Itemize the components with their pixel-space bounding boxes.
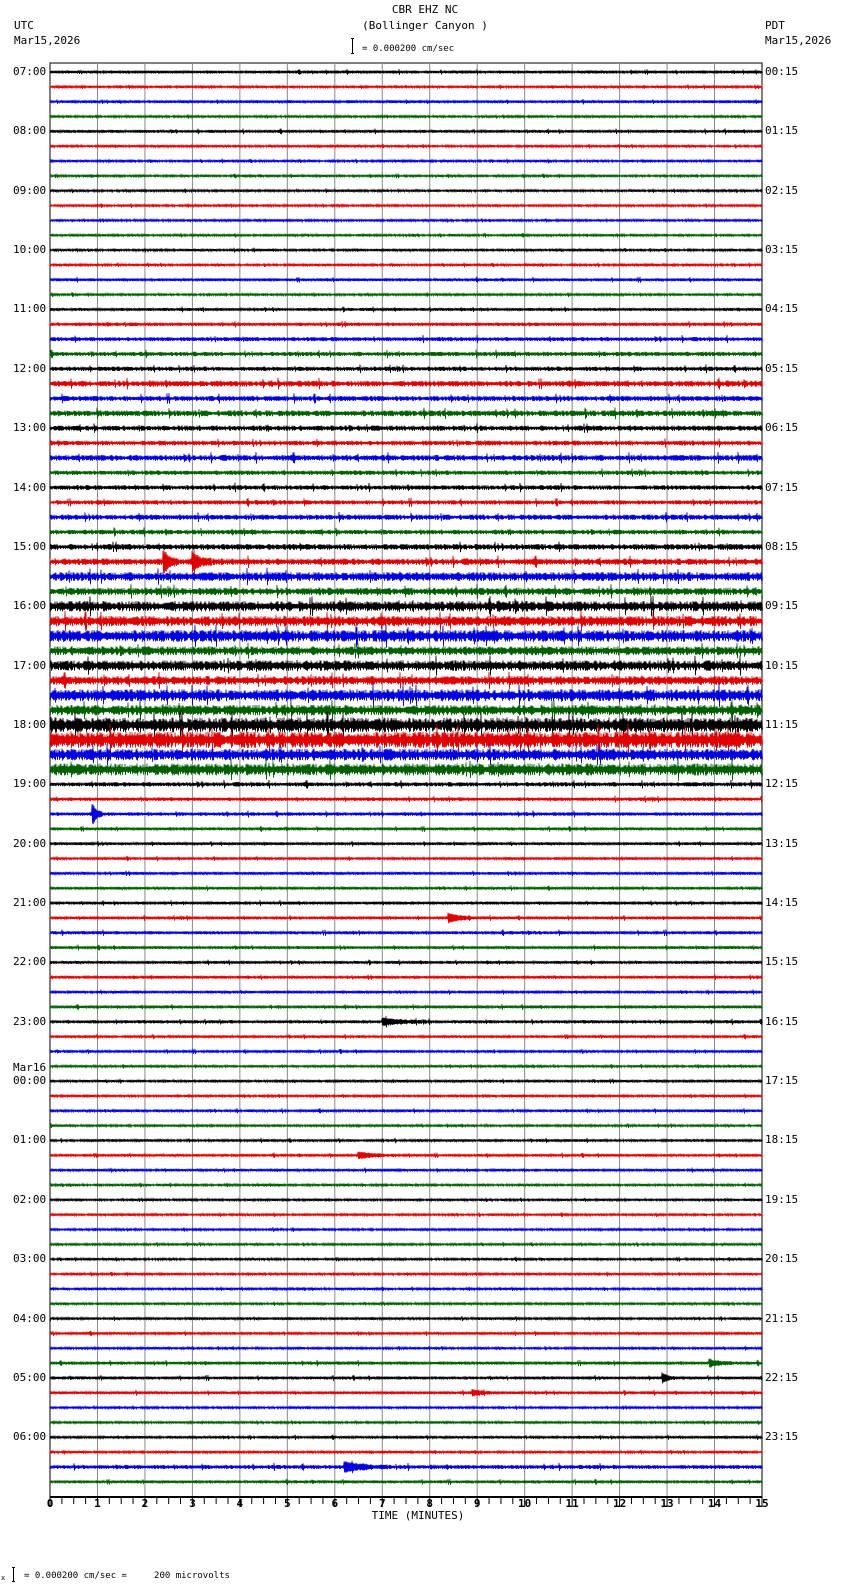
pdt-hour-label: 15:15 <box>765 955 799 969</box>
utc-hour-label: 23:00 <box>13 1014 47 1028</box>
utc-hour-label: 07:00 <box>13 65 47 78</box>
utc-hour-label: 12:00 <box>13 361 47 375</box>
x-tick-label: 13 <box>660 1497 674 1510</box>
footer-scale-text: = 0.000200 cm/sec = 200 microvolts <box>24 1571 230 1581</box>
pdt-hour-label: 18:15 <box>765 1133 799 1147</box>
seismic-trace <box>50 1316 763 1321</box>
seismic-trace <box>50 1198 763 1202</box>
pdt-hour-label: 08:15 <box>765 539 799 553</box>
x-tick-label: 8 <box>426 1497 434 1510</box>
seismic-trace <box>50 1138 763 1143</box>
seismic-trace <box>50 483 763 492</box>
seismic-trace <box>50 263 763 268</box>
seismic-trace <box>50 159 763 164</box>
pdt-hour-label: 01:15 <box>765 124 799 138</box>
utc-hour-label: 10:00 <box>13 243 47 257</box>
seismic-trace <box>50 856 763 861</box>
pdt-hour-label: 06:15 <box>765 421 799 435</box>
seismic-trace <box>50 929 763 936</box>
seismic-trace <box>50 1302 763 1306</box>
seismic-trace <box>50 1152 763 1159</box>
date-change-label: Mar16 <box>13 1061 47 1075</box>
pdt-hour-label: 00:15 <box>765 65 799 78</box>
pdt-hour-label: 21:15 <box>765 1311 799 1325</box>
x-tick-label: 9 <box>473 1497 481 1510</box>
utc-hour-label: 09:00 <box>13 183 47 197</box>
seismic-trace <box>50 69 763 75</box>
utc-hour-label: 06:00 <box>13 1430 47 1444</box>
utc-hour-label: 21:00 <box>13 896 47 910</box>
utc-hour-label: 22:00 <box>13 955 47 969</box>
left-timezone: UTC <box>14 19 34 32</box>
seismic-trace <box>50 1242 763 1247</box>
seismic-trace <box>50 643 763 659</box>
pdt-hour-label: 17:15 <box>765 1074 799 1088</box>
x-tick-label: 1 <box>94 1497 101 1510</box>
seismic-trace <box>50 1212 763 1217</box>
seismic-trace <box>50 203 763 208</box>
seismic-trace <box>50 99 763 104</box>
utc-hour-label: 11:00 <box>13 302 47 316</box>
utc-hour-label: 08:00 <box>13 124 47 138</box>
seismic-trace <box>50 826 763 832</box>
x-tick-label: 14 <box>707 1497 722 1510</box>
utc-hour-label: 01:00 <box>13 1133 47 1147</box>
seismic-trace <box>50 1123 763 1128</box>
seismic-trace <box>50 549 763 575</box>
pdt-hour-label: 07:15 <box>765 480 799 494</box>
seismic-trace <box>50 758 763 781</box>
seismic-trace <box>50 1227 763 1232</box>
utc-hour-label: 14:00 <box>13 480 47 494</box>
utc-hour-label: 16:00 <box>13 599 47 613</box>
seismic-trace <box>50 913 763 924</box>
seismic-trace <box>50 1183 763 1188</box>
seismic-trace <box>50 960 763 966</box>
seismic-trace <box>50 1346 763 1351</box>
seismic-trace <box>50 1359 763 1368</box>
scale-text: = 0.000200 cm/sec <box>362 44 455 54</box>
utc-hour-label: 02:00 <box>13 1192 47 1206</box>
pdt-hour-label: 12:15 <box>765 777 799 791</box>
utc-hour-label: 18:00 <box>13 717 47 731</box>
pdt-hour-label: 10:15 <box>765 658 799 672</box>
footer-prefix: x <box>1 1574 6 1582</box>
pdt-hour-label: 05:15 <box>765 361 799 375</box>
station-location: (Bollinger Canyon ) <box>362 19 488 32</box>
utc-hour-label: 13:00 <box>13 421 47 435</box>
seismic-trace <box>50 248 763 253</box>
seismic-trace <box>50 321 763 327</box>
seismic-trace <box>50 1420 763 1425</box>
seismic-trace <box>50 438 763 447</box>
seismic-trace <box>50 364 763 373</box>
x-tick-label: 10 <box>518 1497 532 1510</box>
seismic-trace <box>50 1272 763 1277</box>
seismic-trace <box>50 1331 763 1336</box>
x-tick-label: 11 <box>565 1497 579 1510</box>
seismic-trace <box>50 114 763 119</box>
footer-scale-bar-icon <box>12 1567 15 1582</box>
utc-hour-label: 17:00 <box>13 658 47 672</box>
pdt-hour-label: 19:15 <box>765 1192 799 1206</box>
seismic-trace <box>50 684 763 708</box>
seismic-trace <box>50 1034 763 1039</box>
seismic-trace <box>50 900 763 906</box>
right-timezone: PDT <box>765 19 785 32</box>
seismic-trace <box>50 378 763 390</box>
utc-hour-label: 20:00 <box>13 836 47 850</box>
seismic-trace <box>50 452 763 464</box>
x-axis-label: TIME (MINUTES) <box>371 1509 465 1522</box>
utc-hour-label: 19:00 <box>13 777 47 791</box>
seismic-trace <box>50 188 763 193</box>
seismic-trace <box>50 218 763 222</box>
seismic-trace <box>50 596 763 617</box>
seismic-trace <box>50 1435 763 1440</box>
pdt-hour-label: 23:15 <box>765 1430 799 1444</box>
pdt-hour-label: 02:15 <box>765 183 799 197</box>
seismic-trace <box>50 468 763 477</box>
seismic-trace <box>50 780 763 789</box>
seismic-trace <box>50 498 763 507</box>
station-title: CBR EHZ NC <box>391 3 459 16</box>
seismic-trace <box>50 672 763 690</box>
seismic-trace <box>50 656 763 676</box>
right-date: Mar15,2026 <box>765 34 832 47</box>
x-tick-label: 0 <box>46 1497 54 1510</box>
seismic-trace <box>50 1287 763 1292</box>
seismic-trace <box>50 527 763 536</box>
pdt-hour-label: 20:15 <box>765 1252 799 1266</box>
seismic-trace <box>50 233 763 238</box>
seismic-trace <box>50 542 763 553</box>
x-tick-label: 4 <box>236 1497 244 1510</box>
pdt-hour-label: 04:15 <box>765 302 799 316</box>
seismic-trace <box>50 871 763 876</box>
seismic-trace <box>50 408 763 420</box>
pdt-hour-label: 22:15 <box>765 1370 799 1384</box>
seismic-trace <box>50 144 763 149</box>
x-tick-label: 7 <box>378 1497 386 1510</box>
seismic-trace <box>50 584 763 599</box>
seismic-trace <box>50 1257 763 1262</box>
left-date: Mar15,2026 <box>14 34 81 47</box>
seismic-trace <box>50 1405 763 1409</box>
seismic-trace <box>50 1372 763 1383</box>
seismic-trace <box>50 1461 763 1474</box>
seismic-trace <box>50 1094 763 1099</box>
seismic-trace <box>50 1389 763 1397</box>
seismic-trace <box>50 975 763 980</box>
utc-hour-label: 03:00 <box>13 1252 47 1266</box>
utc-hour-label: 04:00 <box>13 1311 47 1325</box>
x-tick-label: 15 <box>755 1497 769 1510</box>
seismic-trace <box>50 886 763 891</box>
x-tick-label: 3 <box>189 1497 196 1510</box>
seismic-trace <box>50 277 763 283</box>
seismic-trace <box>50 796 763 803</box>
seismic-trace <box>50 1450 763 1455</box>
pdt-hour-label: 11:15 <box>765 717 799 731</box>
x-tick-label: 5 <box>284 1497 291 1510</box>
seismic-trace <box>50 307 763 313</box>
seismic-trace <box>50 1479 763 1485</box>
seismic-trace <box>50 1049 763 1054</box>
pdt-hour-label: 16:15 <box>765 1014 799 1028</box>
seismic-trace <box>50 945 763 951</box>
seismic-trace <box>50 128 763 134</box>
utc-hour-label: 05:00 <box>13 1370 47 1384</box>
seismic-trace <box>50 350 763 359</box>
seismic-trace <box>50 841 763 847</box>
seismic-trace <box>50 624 763 647</box>
seismic-trace <box>50 1168 763 1173</box>
seismic-trace <box>50 700 763 721</box>
seismic-trace <box>50 85 763 90</box>
seismic-trace <box>50 990 763 995</box>
seismic-trace <box>50 292 763 297</box>
seismic-trace <box>50 512 763 522</box>
utc-hour-label: 15:00 <box>13 539 47 553</box>
seismic-trace <box>50 423 763 433</box>
seismic-trace <box>50 611 763 631</box>
seismic-trace <box>50 1004 763 1010</box>
seismic-trace <box>50 1079 763 1084</box>
seismic-trace <box>50 335 763 343</box>
pdt-hour-label: 14:15 <box>765 896 799 910</box>
seismic-trace <box>50 174 763 179</box>
x-tick-label: 6 <box>331 1497 339 1510</box>
seismic-trace <box>50 393 763 404</box>
seismic-trace <box>50 1064 763 1069</box>
pdt-hour-label: 13:15 <box>765 836 799 850</box>
seismic-trace <box>50 1108 763 1113</box>
pdt-hour-label: 03:15 <box>765 243 799 257</box>
seismic-trace <box>50 568 763 586</box>
x-tick-label: 2 <box>141 1497 149 1510</box>
x-tick-label: 12 <box>612 1497 627 1510</box>
seismic-trace <box>50 804 763 823</box>
seismic-trace <box>50 1016 763 1027</box>
utc-hour-label: 00:00 <box>13 1074 47 1088</box>
pdt-hour-label: 09:15 <box>765 599 799 613</box>
